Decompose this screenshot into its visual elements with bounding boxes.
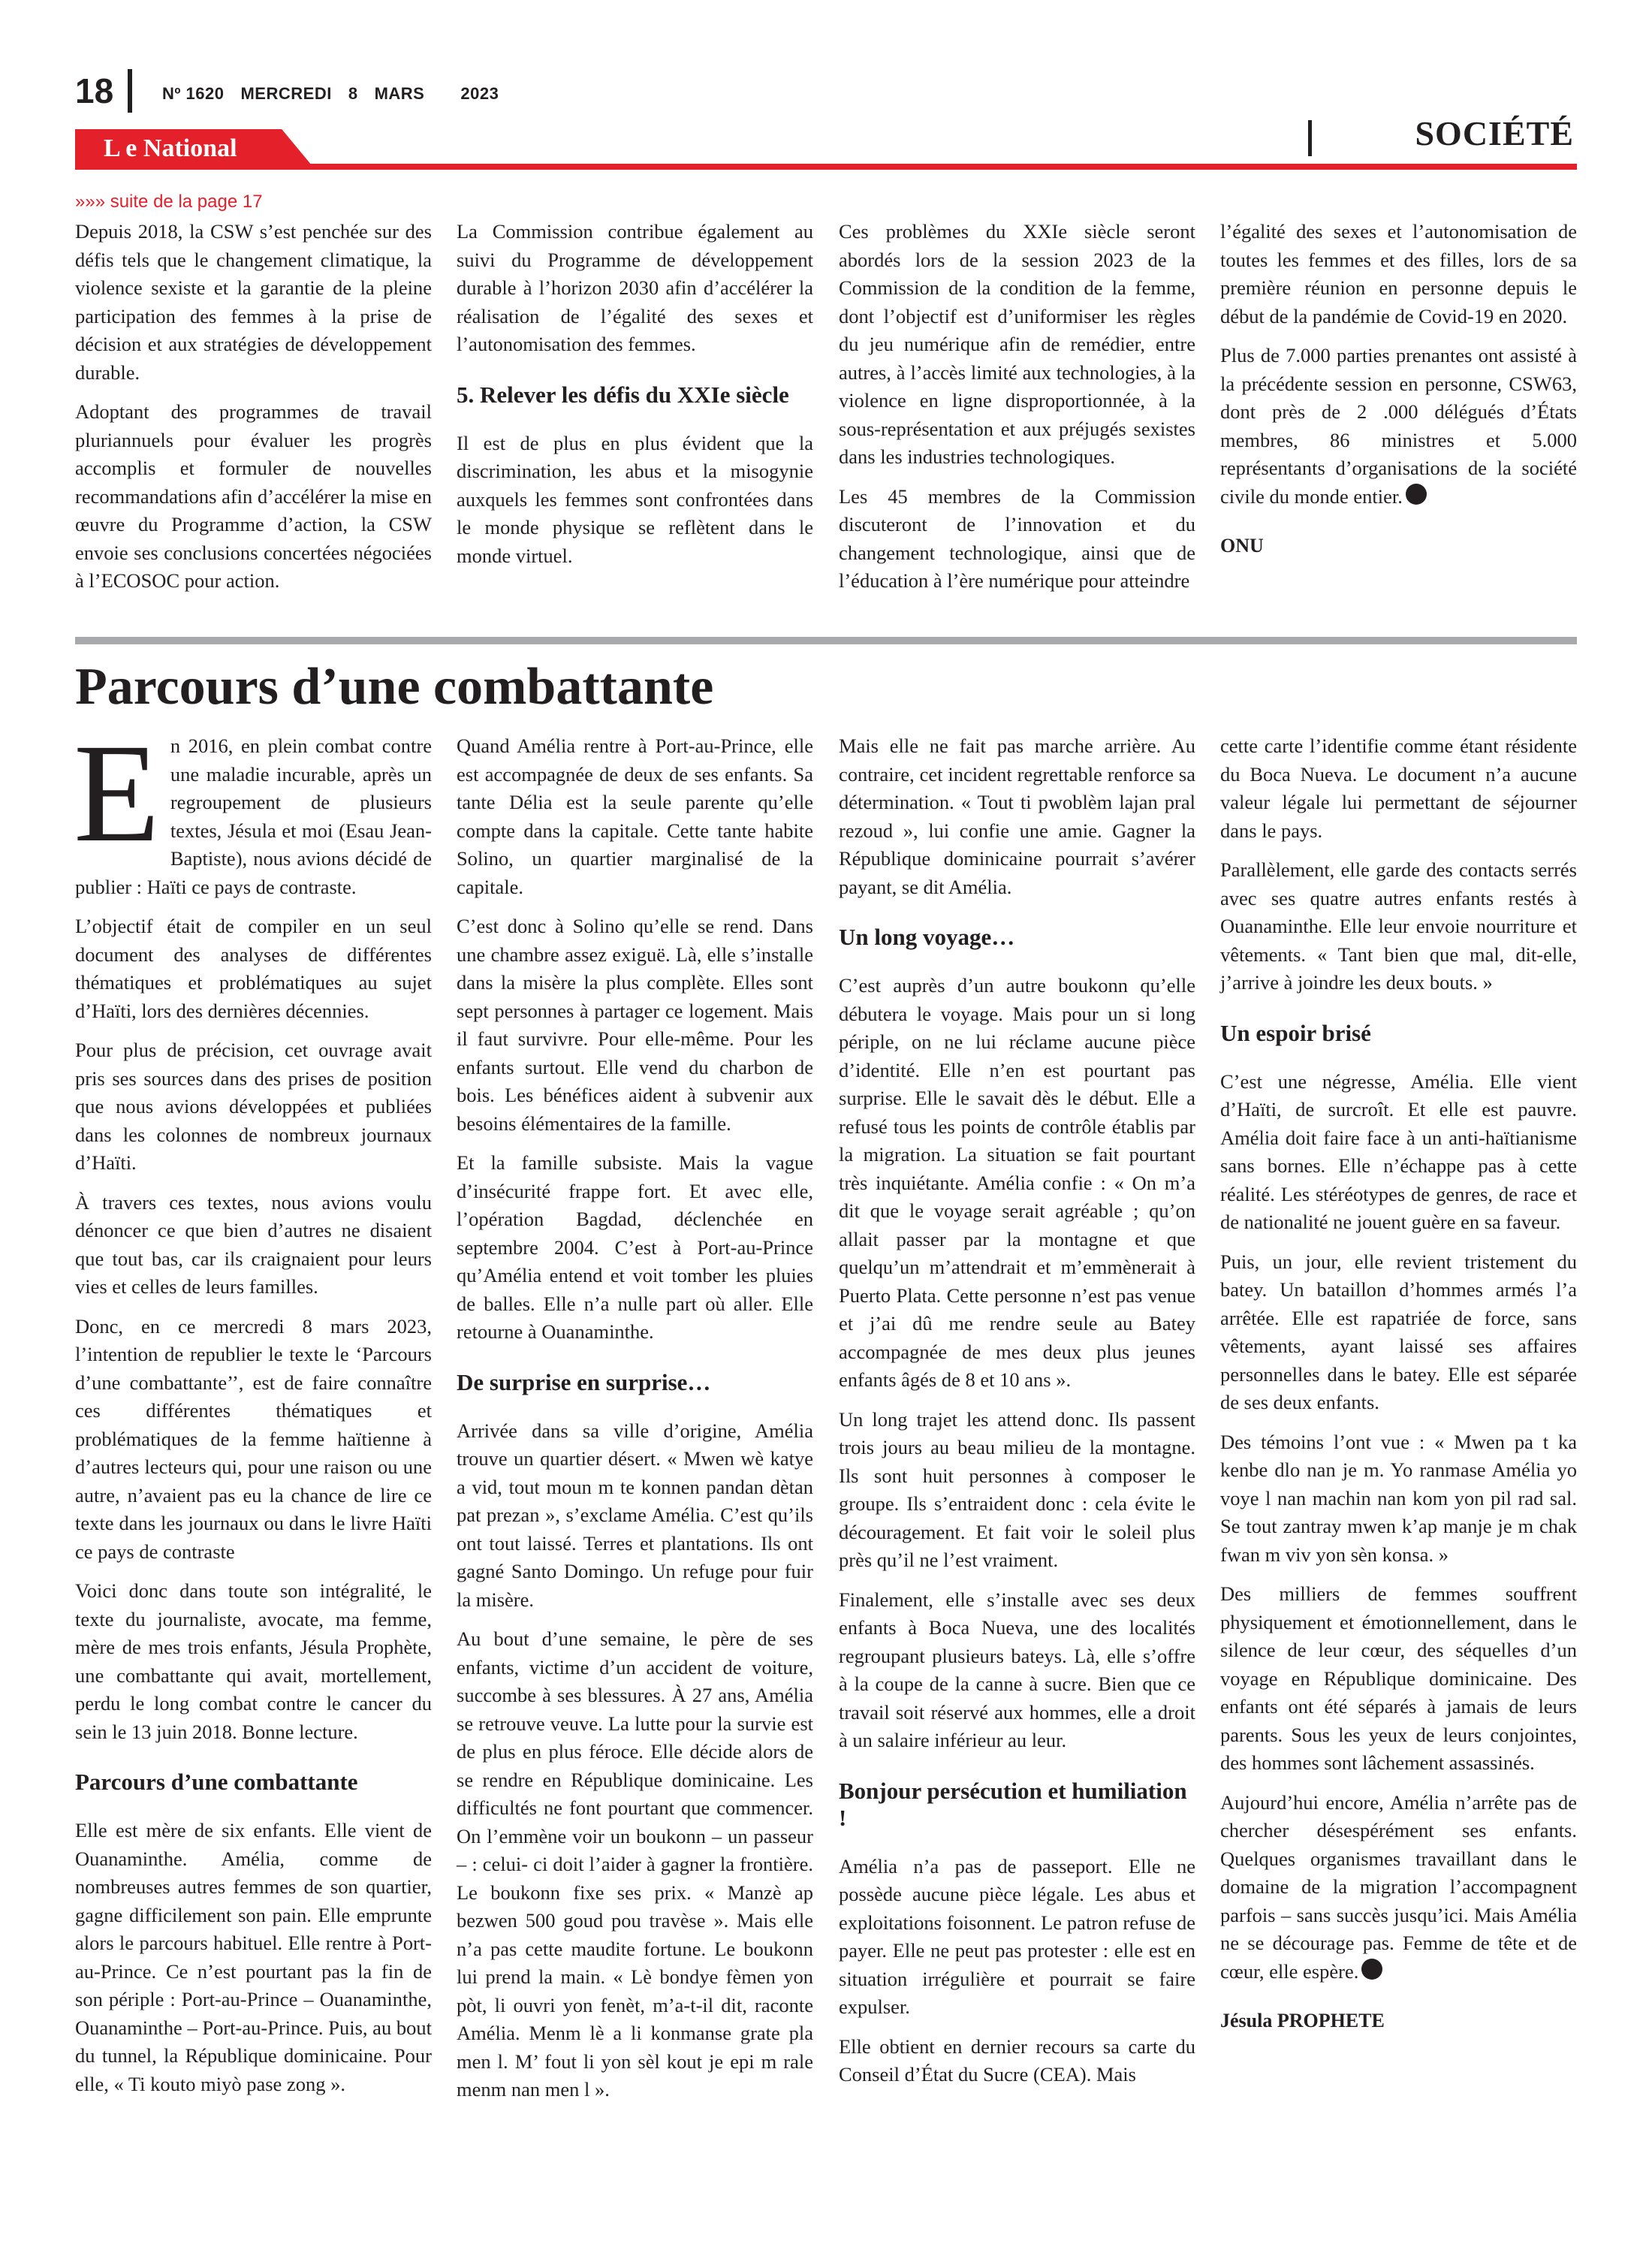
paragraph: Pour plus de précision, cet ouvrage avait pris ses sources dans des prises de position que nous avions développées et publiées dans les colonnes de nombreux journaux d’Haïti. xyxy=(75,1039,432,1174)
top-article-col-4 xyxy=(1220,218,1577,560)
paragraph: Puis, un jour, elle revient tristement du batey. Un bataillon d’hommes armés l’a arrêtée. Elle est rapatriée de force, sans vêtements, ayant laissé ses affaires personnelles dans le batey. Elle est séparée de ses deux enfants. xyxy=(1220,1250,1577,1413)
paragraph: Mais elle ne fait pas marche arrière. Au contraire, cet incident regrettable renforce sa détermination. « Tout ti pwoblèm lajan pral rezoud », lui confie une amie. Gagner la République dominicaine pourrait s’avérer payant, se dit Amélia. xyxy=(839,734,1195,898)
paragraph: cette carte l’identifie comme étant résidente du Boca Nueva. Le document n’a aucune valeur légale lui permettant de séjourner dans le pays. xyxy=(1220,734,1577,842)
section-title: SOCIÉTÉ xyxy=(1415,114,1574,152)
article-headline: Parcours d’une combattante xyxy=(75,658,714,716)
top-article-col-3 xyxy=(839,218,1195,607)
paragraph: Et la famille subsiste. Mais la vague d’insécurité frappe fort. Et avec elle, l’opération Bagdad, déclenchée en septembre 2004. C’est à Port-au-Prince qu’Amélia entend et voit tomber les pluies de balles. Elle n’a nulle part où aller. Elle retourne à Ouanaminthe. xyxy=(457,1151,813,1343)
paragraph: Elle obtient en dernier recours sa carte du Conseil d’État du Sucre (CEA). Mais xyxy=(839,2034,1195,2086)
article-signature: ONU xyxy=(1220,535,1264,556)
paragraph: À travers ces textes, nous avions voulu dénoncer ce que bien d’autres ne disaient que tout bas, car ils craignaient pour leurs vies et celles de leurs familles. xyxy=(75,1190,432,1298)
paragraph: Ces problèmes du XXIe siècle seront abordés lors de la session 2023 de la Commission de la condition de la femme, dont l’objectif est d’uniformiser les règles du jeu numérique afin de remédier, entre autres, à l’accès limité aux technologies, à la violence en ligne disproportionnée, à la sous-représentation et aux préjugés sexistes dans les industries technologiques. xyxy=(839,220,1195,468)
main-article-col-3 xyxy=(839,732,1195,2101)
top-article-col-2 xyxy=(457,218,813,581)
article-separator xyxy=(75,637,1577,644)
subheading: De surprise en surprise… xyxy=(457,1368,711,1395)
article-signature: Jésula PROPHETE xyxy=(1220,2010,1385,2031)
paragraph: C’est auprès d’un autre boukonn qu’elle débutera le voyage. Mais pour un si long périple, on ne lui réclame aucune pièce d’identité. Elle n’en est pourtant pas surprise. Elle le savait dès le début. Elle a refusé tous les points de contrôle établis par la migration. La situation se fait pourtant très inquiétante. Amélia confie : « On m’a dit que le voyage serait agréable ; qu’on allait passer par la montagne et que quelqu’un m’attendrait et m’emmènerait à Puerto Plata. Cette personne n’est pas venue et j’ai dû me rendre seule au Batey accompagnée de mes deux plus jeunes enfants âgés de 8 et 10 ans ». xyxy=(839,974,1195,1391)
paragraph: Voici donc dans toute son intégralité, le texte du journaliste, avocate, ma femme, mère de mes trois enfants, Jésula Prophète, une combattante qui avait, mortellement, perdu le long combat contre le cancer du sein le 13 juin 2018. Bonne lecture. xyxy=(75,1579,432,1743)
drop-cap: E xyxy=(74,714,160,871)
paragraph: C’est une négresse, Amélia. Elle vient d’Haïti, de surcroît. Et elle est pauvre. Amélia doit faire face à un anti-haïtianisme sans bornes. Elle n’échappe pas à cette réalité. Les stéréotypes de genres, de race et de nationalité ne jouent guère en sa faveur. xyxy=(1220,1069,1577,1233)
paragraph: Depuis 2018, la CSW s’est penchée sur des défis tels que le changement climatique, la violence sexiste et la garantie de la pleine participation des femmes à la prise de décision et aux stratégies de développement durable. xyxy=(75,220,432,384)
paragraph: Parallèlement, elle garde des contacts serrés avec ses quatre autres enfants restés à Ouanaminthe. Elle leur envoie nourriture et vêtements. « Tant bien que mal, dit-elle, j’arrive à joindre les deux bouts. » xyxy=(1220,858,1577,994)
paragraph: L’objectif était de compiler en un seul document des analyses de différentes thématiques et problématiques au sujet d’Haïti, lors des dernières décennies. xyxy=(75,915,432,1022)
paragraph: l’égalité des sexes et l’autonomisation de toutes les femmes et des filles, lors de sa première réunion en personne depuis le début de la pandémie de Covid-19 en 2020. xyxy=(1220,220,1577,327)
issue-number: Nº 1620 xyxy=(162,84,225,103)
issue-year: 2023 xyxy=(460,84,499,103)
paragraph: Quand Amélia rentre à Port-au-Prince, elle est accompagnée de deux de ses enfants. Sa tante Délia est la seule parente qu’elle compte dans la capitale. Cette tante habite Solino, un quartier marginalisé de la capitale. xyxy=(457,734,813,898)
page-number-divider xyxy=(128,69,132,113)
subheading: 5. Relever les défis du XXIe siècle xyxy=(457,381,789,408)
section-divider xyxy=(1308,120,1312,156)
issue-line xyxy=(162,84,515,104)
paragraph: Des témoins l’ont vue : « Mwen pa t ka kenbe dlo nan je m. Yo ranmase Amélia yo voye l nan machin nan kom yon pil rad sal. Se tout zantray mwen k’ap manje je m chak fwan m viv yon sèn konsa. » xyxy=(1220,1430,1577,1566)
paragraph: Des milliers de femmes souffrent physiquement et émotionnellement, dans le silence de leur cœur, des séquelles d’un voyage en République dominicaine. Des enfants ont été séparés à jamais de leurs parents. Sous les yeux de leurs conjointes, des hommes sont lâchement assassinés. xyxy=(1220,1582,1577,1774)
page-number: 18 xyxy=(75,71,114,110)
end-of-article-icon xyxy=(1361,1959,1382,1980)
paragraph: C’est donc à Solino qu’elle se rend. Dans une chambre assez exiguë. Là, elle s’installe dans la misère la plus complète. Elles sont sept personnes à partager ce logement. Mais il faut survivre. Pour elle-même. Pour les enfants surtout. Elle vend du charbon de bois. Les bénéfices aident à subvenir aux besoins élémentaires de la famille. xyxy=(457,915,813,1135)
subheading: Bonjour persécution et humiliation ! xyxy=(839,1777,1187,1831)
issue-day: 8 xyxy=(348,84,358,103)
subheading: Un long voyage… xyxy=(839,924,1015,950)
paragraph: Finalement, elle s’installe avec ses deux enfants à Boca Nueva, une des localités regroupant plusieurs bateys. Là, elle s’offre à la coupe de la canne à sucre. Bien que ce travail soit réservé aux hommes, elle a droit à un salaire inférieur au leur. xyxy=(839,1588,1195,1751)
paragraph: Adoptant des programmes de travail pluriannuels pour évaluer les progrès accomplis et formuler de nouvelles recommandations afin d’accélérer la mise en œuvre du Programme d’action, la CSW envoie ses conclusions concertées négociées à l’ECOSOC pour action. xyxy=(75,400,432,592)
main-article-col-1 xyxy=(74,714,432,2110)
top-article-col-1 xyxy=(75,218,432,607)
subheading: Parcours d’une combattante xyxy=(75,1769,358,1795)
paragraph: Les 45 membres de la Commission discuteront de l’innovation et du changement technologique, ainsi que de l’éducation à l’ère numérique pour atteindre xyxy=(839,484,1195,592)
subheading: Un espoir brisé xyxy=(1220,1019,1371,1046)
paragraph xyxy=(1220,342,1577,511)
lead-text: n 2016, en plein combat contre une maladie incurable, après un regroupement de plusieurs textes, Jésula et moi (Esau Jean-Baptiste), nous avions décidé de publier : Haïti ce pays de contraste. xyxy=(75,734,432,898)
lead-paragraph xyxy=(74,714,432,901)
paragraph xyxy=(1220,1789,1577,1986)
continued-from-note: »»» suite de la page 17 xyxy=(75,192,263,212)
end-of-article-icon xyxy=(1406,484,1427,505)
issue-month: MARS xyxy=(374,84,425,103)
paragraph: Amélia n’a pas de passeport. Elle ne possède aucune pièce légale. Les abus et exploitations foisonnent. Le patron refuse de payer. Elle ne peut pas protester : elle est en situation irrégulière et pourrait se faire expulser. xyxy=(839,1854,1195,2018)
brand-logo-text: L e National xyxy=(104,134,237,162)
paragraph: Un long trajet les attend donc. Ils passent trois jours au beau milieu de la montagne. Ils sont huit personnes à composer le groupe. Ils s’entraident donc : cela évite le découragement. Et fait voir le soleil plus près qu’il ne l’est vraiment. xyxy=(839,1407,1195,1571)
paragraph: Elle est mère de six enfants. Elle vient de Ouanaminthe. Amélia, comme de nombreuses autres femmes de son quartier, gagne difficilement son pain. Elle emprunte alors le parcours habituel. Elle rentre à Port-au-Prince. Ce n’est pourtant pas la fin de son périple : Port-au-Prince – Ouanaminthe, Ouanaminthe – Port-au-Prince. Puis, au bout du tunnel, la République dominicaine. Pour elle, « Ti kouto miyò pase zong ». xyxy=(75,1819,432,2095)
issue-weekday: MERCREDI xyxy=(240,84,332,103)
paragraph: Au bout d’une semaine, le père de ses enfants, victime d’un accident de voiture, succombe à ses blessures. À 27 ans, Amélia se retrouve veuve. La lutte pour la survie est de plus en plus féroce. Elle décide alors de se rendre en République dominicaine. Les difficultés ne font pourtant que commencer. On l’emmène voir un boukonn – un passeur – : celui- ci doit l’aider à gagner la frontière. Le boukonn fixe ses prix. « Manzè ap bezwen 500 goud pou travèse ». Mais elle n’a pas cette maudite fortune. Le boukonn lui prend la main. « Lè bondye fèmen yon pòt, li ouvri yon fenèt, m’a-t-il dit, raconte Amélia. Menm lè a li konmanse grate pla men l. M’ fout li yon sèl kout je epi m rale menm nan men l ». xyxy=(457,1627,813,2101)
paragraph-text: Aujourd’hui encore, Amélia n’arrête pas de chercher désespérément ses enfants. Quelques organismes travaillant dans le domaine de la migration l’accompagnent parfois – sans succès jusqu’ici. Mais Amélia ne se décourage pas. Femme de tête et de cœur, elle espère. xyxy=(1220,1790,1577,1983)
paragraph: La Commission contribue également au suivi du Programme de développement durable à l’horizon 2030 afin d’accélérer la réalisation de l’égalité des sexes et l’autonomisation des femmes. xyxy=(457,220,813,355)
paragraph: Arrivée dans sa ville d’origine, Amélia trouve un quartier désert. « Mwen wè katye a vid, tout moun m te konnen pandan dètan pat prezan », s’exclame Amélia. C’est qu’ils ont tout laissé. Terres et plantations. Ils ont gagné Santo Domingo. Un refuge pour fuir la misère. xyxy=(457,1419,813,1611)
paragraph-text: Plus de 7.000 parties prenantes ont assisté à la précédente session en personne, CSW63, dont près de 2 .000 délégués d’États membres, 86 ministres et 5.000 représentants d’organisations de la société civile du monde entier. xyxy=(1220,344,1577,508)
paragraph: Donc, en ce mercredi 8 mars 2023, l’intention de republier le texte le ‘Parcours d’une combattante’’, est de faire connaître ces différentes thématiques et problématiques de la femme haïtienne à d’autres lecteurs qui, pour une raison ou une autre, n’avaient pas eu la chance de lire ce texte dans les journaux ou dans le livre Haïti ce pays de contraste xyxy=(75,1314,432,1563)
paragraph: Il est de plus en plus évident que la discrimination, les abus et la misogynie auxquels les femmes sont confrontées dans le monde physique se reflètent dans le monde virtuel. xyxy=(457,431,813,567)
main-article-col-2 xyxy=(457,732,813,2116)
main-article-col-4 xyxy=(1220,732,1577,2035)
